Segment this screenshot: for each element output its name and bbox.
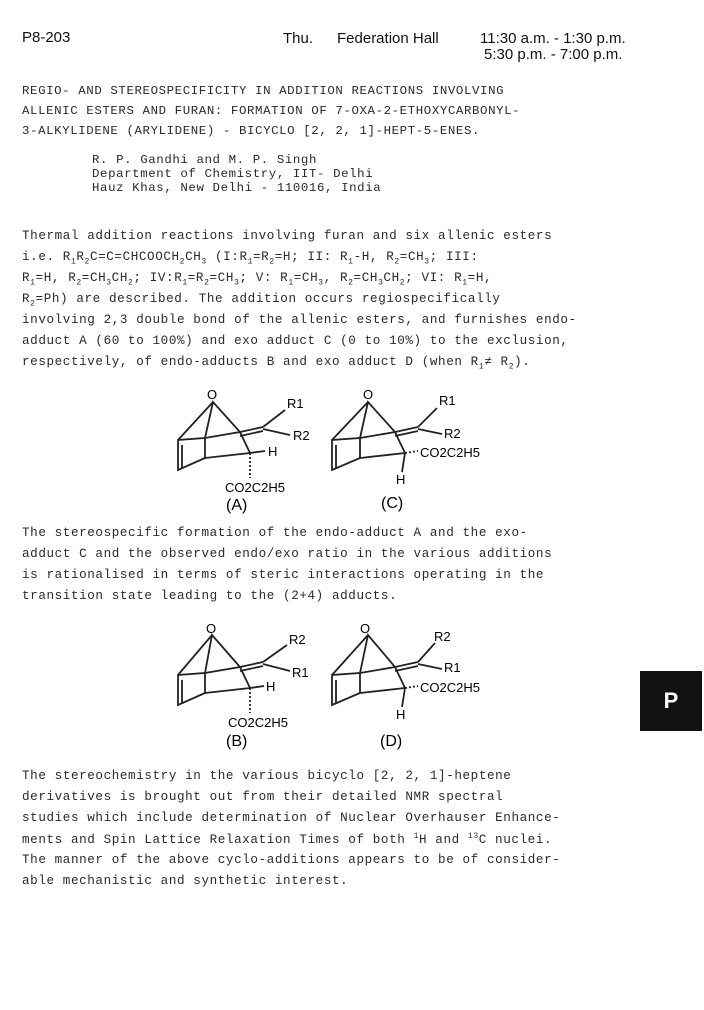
abstract-paragraph-2 bbox=[22, 526, 552, 610]
session-time-1: 11:30 a.m. - 1:30 p.m. bbox=[480, 30, 626, 47]
struct-b-hydrogen: H bbox=[266, 679, 276, 694]
struct-d-hydrogen: H bbox=[396, 707, 406, 722]
author-address: Hauz Khas, New Delhi - 110016, India bbox=[92, 181, 382, 195]
title-line-3: 3-ALKYLIDENE (ARYLIDENE) - BICYCLO [2, 2, 1]-HEPT-5-ENES. bbox=[22, 124, 481, 138]
struct-b-sub-2: R1 bbox=[292, 665, 309, 680]
para2-line: adduct C and the observed endo/exo ratio in the various additions bbox=[22, 547, 553, 561]
struct-c-hydrogen: H bbox=[396, 472, 406, 487]
struct-c-oxygen: O bbox=[363, 387, 374, 402]
struct-c-ester: CO2C2H5 bbox=[420, 445, 480, 460]
para3-line: studies which include determination of Nuclear Overhauser Enhance- bbox=[22, 811, 561, 825]
struct-b-ester: CO2C2H5 bbox=[228, 715, 288, 730]
struct-c-label: (C) bbox=[381, 495, 404, 512]
abstract-paragraph-3: The stereochemistry in the various bicyclo [2, 2, 1]-heptene derivatives is brought out from their detailed NMR spectral studies which include determination of Nuclear Overhauser Enhance- ments and Spin Lattice Relaxation Times of both $^1$H and $^{13}$C nuclei. The manner of the above cyclo-additions appears to be of consider- able mechanistic and synthetic interest. bbox=[22, 769, 560, 895]
struct-d-ester: CO2C2H5 bbox=[420, 680, 480, 695]
title-line-2: ALLENIC ESTERS AND FURAN: FORMATION OF 7-OXA-2-ETHOXYCARBONYL- bbox=[22, 104, 521, 118]
struct-a-ester: CO2C2H5 bbox=[225, 480, 285, 495]
struct-a-sub-2: R2 bbox=[293, 428, 310, 443]
struct-b-label: (B) bbox=[226, 733, 248, 750]
struct-d-oxygen: O bbox=[360, 621, 371, 636]
struct-a-hydrogen: H bbox=[268, 444, 278, 459]
session-venue: Federation Hall bbox=[337, 30, 439, 47]
structures-a-c bbox=[0, 380, 704, 520]
struct-a-label: (A) bbox=[226, 497, 248, 514]
struct-a-oxygen: O bbox=[207, 387, 218, 402]
struct-c-sub-1: R1 bbox=[439, 393, 456, 408]
section-tab: P bbox=[640, 671, 702, 731]
struct-d-sub-2: R1 bbox=[444, 660, 461, 675]
structures-b-d bbox=[0, 615, 640, 755]
para3-line: derivatives is brought out from their detailed NMR spectral bbox=[22, 790, 504, 804]
struct-b-sub-1: R2 bbox=[289, 632, 306, 647]
struct-b-oxygen: O bbox=[206, 621, 217, 636]
session-code: P8-203 bbox=[22, 29, 71, 46]
author-names: R. P. Gandhi and M. P. Singh bbox=[92, 153, 317, 167]
struct-d-sub-1: R2 bbox=[434, 629, 451, 644]
session-day: Thu. bbox=[283, 30, 314, 47]
para2-line: transition state leading to the (2+4) adducts. bbox=[22, 589, 398, 603]
struct-a-sub-1: R1 bbox=[287, 396, 304, 411]
abstract-paragraph-1: Thermal addition reactions involving furan and six allenic esters i.e. $R_1R_2C=C=CHCOOCH_2CH_3$ ($I:R_1=R_2=H$; II: $R_1-H$, $R_2=CH_3$; III: $R_1=H$, $R_2=CH_3CH_2$; $IV:R_1=R_2=CH_3$; V: $R_1=CH_3$, $R_2=CH_3CH_2$; VI: $R_1=H$, $R_2=Ph$) are described. The addition occurs regiospecifically involving 2,3 double bond of the allenic esters, and furnishes endo- adduct A (60 to 100%) and exo adduct C (0 to 10%) to the exclusion, respectively, of endo-adducts B and exo adduct D (when $R_1\ne R_2$). bbox=[22, 229, 577, 372]
para3-line: able mechanistic and synthetic interest. bbox=[22, 874, 349, 888]
para2-line: The stereospecific formation of the endo-adduct A and the exo- bbox=[22, 526, 528, 540]
struct-c-sub-2: R2 bbox=[444, 426, 461, 441]
struct-d-label: (D) bbox=[380, 733, 403, 750]
session-time-2: 5:30 p.m. - 7:00 p.m. bbox=[484, 46, 623, 63]
author-department: Department of Chemistry, IIT- Delhi bbox=[92, 167, 374, 181]
para3-line: The manner of the above cyclo-additions appears to be of consider- bbox=[22, 853, 561, 867]
title-line-1: REGIO- AND STEREOSPECIFICITY IN ADDITION REACTIONS INVOLVING bbox=[22, 84, 505, 98]
para2-line: is rationalised in terms of steric interactions operating in the bbox=[22, 568, 545, 582]
